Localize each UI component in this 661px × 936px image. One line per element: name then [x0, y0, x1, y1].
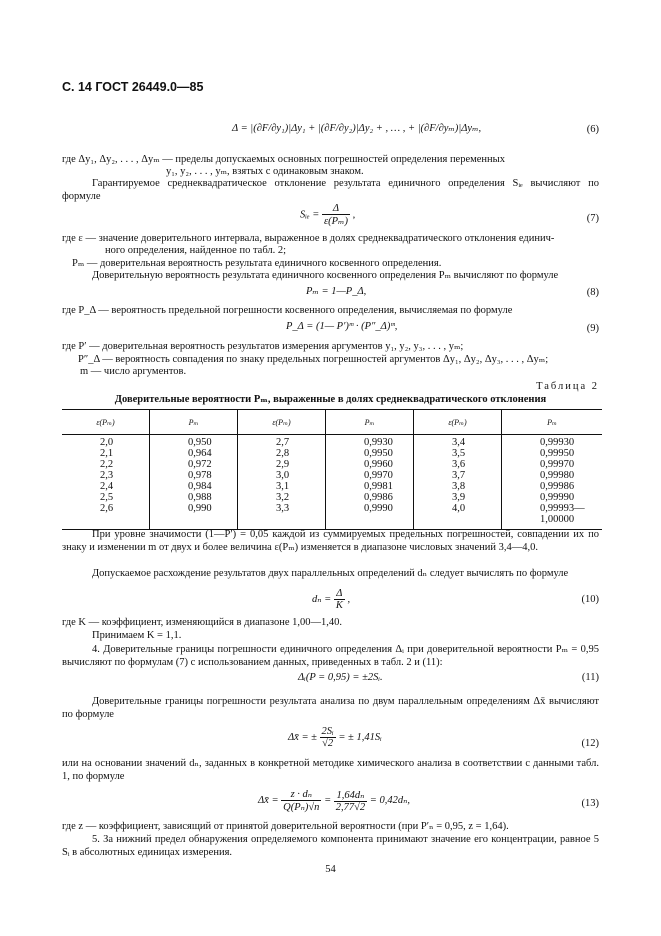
paragraph-7: Доверительные границы погрешности результата анализа по двум параллельным определениям Δx̄ вычисляют по формуле — [62, 696, 599, 720]
equation-9: P_Δ = (1— P′)ᵐ · (P″_Δ)ᵐ, — [286, 321, 398, 332]
table-cell: 0,9970 — [326, 470, 414, 481]
paragraph-4: Допускаемое расхождение результатов двух параллельных определений dₙ следует вычислять по формуле — [92, 568, 569, 579]
equation-10 — [312, 588, 350, 611]
table-row — [62, 481, 602, 492]
table-row — [62, 470, 602, 481]
table-cell: 0,9990 — [326, 503, 414, 530]
table-cell: 2,9 — [238, 459, 326, 470]
table-cell: 2,1 — [62, 448, 150, 459]
table-cell: 3,1 — [238, 481, 326, 492]
equation-7-number: (7) — [586, 213, 599, 224]
paragraph-3: При уровне значимости (1—P′) = 0,05 каждой из суммируемых предельных погрешностей, совпадении их по знаку и изменении m от двух и более величина ε(Pₘ) изменяется в диапазоне числовых значений 3,4—4,0. — [62, 529, 599, 553]
table-cell: 2,7 — [238, 435, 326, 449]
where-7-line1: где ε — значение доверительного интервала, выраженное в долях среднеквадратического отклонения единич- — [62, 233, 555, 244]
equation-7-tail: , — [352, 209, 356, 221]
table-cell: 3,0 — [238, 470, 326, 481]
table-row — [62, 459, 602, 470]
paragraph-8: или на основании значений dₙ, заданных в конкретной методике химического анализа в соответствии с данными табл. 1, по формуле — [62, 758, 599, 782]
equation-6-number: (6) — [586, 124, 599, 135]
where-8: где P_Δ — вероятность предельной погрешности косвенного определения, вычисляемая по формуле — [62, 305, 513, 316]
table-cell: 0,984 — [150, 481, 238, 492]
equation-10-tail: , — [347, 593, 351, 605]
paragraph-1: Гарантируемое среднеквадратическое отклонение результата единичного определения Sᵢₑ вычисляют по формуле — [62, 178, 599, 202]
table-header-row — [62, 410, 602, 435]
table-cell: 3,4 — [414, 435, 502, 449]
equation-7-den: ε(Pₘ) — [324, 216, 348, 227]
table-cell: 0,99930 — [540, 437, 575, 448]
where-9-line3: m — число аргументов. — [80, 366, 187, 377]
table-cell: 2,5 — [62, 492, 150, 503]
equation-13 — [258, 788, 410, 813]
equation-13-num1: z · dₙ — [281, 788, 321, 801]
header-p-1: Pₘ — [150, 410, 238, 435]
equation-13-tail: = 0,42dₙ, — [369, 794, 411, 806]
equation-12-tail: = ± 1,41Sᵢ — [338, 731, 382, 743]
paragraph-9: 5. За нижний предел обнаружения определяемого компонента принимают значение его концентрации, равное 5 Sᵢ в абсолютных единицах измерения. — [62, 834, 599, 858]
table-cell: 3,9 — [414, 492, 502, 503]
table-cell: 2,8 — [238, 448, 326, 459]
table-title: Доверительные вероятности Pₘ, выраженные в долях среднеквадратического отклонения — [114, 394, 547, 405]
table-cell: 2,3 — [62, 470, 150, 481]
table-cell: 0,99993—1,00000 — [502, 503, 603, 530]
where-6-line2: y₁, y₂, . . . , yₘ, взятых с одинаковым знаком. — [166, 166, 364, 177]
table-cell: 0,988 — [150, 492, 238, 503]
equation-13-lhs: Δx̄ = — [258, 794, 279, 806]
table-cell: 0,972 — [150, 459, 238, 470]
table-cell: 0,99950 — [540, 448, 575, 459]
equation-13-den2: 2,77√2 — [335, 801, 366, 813]
equation-7 — [300, 203, 355, 227]
header-epsilon-2: ε(Pₘ) — [238, 410, 326, 435]
table-cell: 0,9960 — [326, 459, 414, 470]
equation-7-fraction — [322, 203, 350, 227]
table-row — [62, 503, 602, 530]
table-cell: 2,2 — [62, 459, 150, 470]
table-cell: 2,6 — [62, 503, 150, 530]
header-epsilon-3: ε(Pₘ) — [414, 410, 502, 435]
equation-7-lhs: Sᵢₑ = — [300, 209, 320, 221]
equation-8-number: (8) — [586, 287, 599, 298]
equation-9-number: (9) — [586, 323, 599, 334]
paragraph-2: Доверительную вероятность результата единичного косвенного определения Pₘ вычисляют по формуле — [92, 270, 559, 281]
where-7-line2: ного определения, найденное по табл. 2; — [105, 245, 287, 256]
where-9-line2: P″_Δ — вероятность совпадения по знаку предельных погрешностей аргументов Δy₁, Δy₂, Δy₃, . . . , Δyₘ; — [78, 354, 549, 365]
page-header: С. 14 ГОСТ 26449.0—85 — [62, 80, 204, 94]
equation-12-num: 2Sᵢ — [321, 726, 334, 737]
equation-13-num2: 1,64dₙ — [334, 789, 367, 802]
table-cell: 3,6 — [414, 459, 502, 470]
equation-8: Pₘ = 1—P_Δ, — [306, 286, 367, 297]
table-row — [62, 435, 602, 449]
equation-12-number: (12) — [581, 738, 599, 749]
page-number: 54 — [325, 864, 336, 875]
equation-7-num: Δ — [322, 203, 350, 215]
where-13: где z — коэффициент, зависящий от принятой доверительной вероятности (при P′ₙ = 0,95, z = 1,64). — [62, 821, 509, 832]
equation-10-den: K — [335, 600, 343, 611]
table-cell: 0,9930 — [326, 435, 414, 449]
table-label: Таблица 2 — [536, 381, 599, 392]
header-p-3: Pₘ — [502, 410, 603, 435]
equation-12-den: √2 — [322, 738, 334, 749]
table-cell: 3,7 — [414, 470, 502, 481]
table-cell: 0,9986 — [326, 492, 414, 503]
table-cell: 2,4 — [62, 481, 150, 492]
equation-12-fraction — [320, 726, 336, 749]
table-cell: 2,0 — [62, 435, 150, 449]
table-cell: 0,9981 — [326, 481, 414, 492]
equation-13-mid: = — [324, 794, 332, 806]
table-cell: 0,950 — [150, 435, 238, 449]
equation-11: Δᵢ(P = 0,95) = ±2Sᵢ. — [298, 672, 383, 683]
equation-10-fraction — [334, 588, 345, 611]
table-cell: 0,978 — [150, 470, 238, 481]
where-6-line1: где Δy₁, Δy₂, . . . , Δyₘ — пределы допускаемых основных погрешностей определения переменных — [62, 154, 505, 165]
table-cell: 3,5 — [414, 448, 502, 459]
equation-13-number: (13) — [581, 798, 599, 809]
equation-6: Δ = |(∂F/∂y₁)|Δy₁ + |(∂F/∂y₂)|Δy₂ + , … , + |(∂F/∂yₘ)|Δyₘ, — [232, 123, 482, 134]
where-7-line3: Pₘ — доверительная вероятность результата единичного косвенного определения. — [72, 258, 442, 269]
header-epsilon-1: ε(Pₘ) — [62, 410, 150, 435]
table-cell: 0,99986 — [540, 481, 575, 492]
equation-13-fraction-1 — [281, 788, 321, 813]
table-cell: 3,3 — [238, 503, 326, 530]
equation-13-den1: Q(Pₙ)√n — [283, 802, 320, 813]
paragraph-5: Принимаем K = 1,1. — [92, 630, 182, 641]
table-cell: 0,99970 — [540, 459, 575, 470]
table-cell: 3,8 — [414, 481, 502, 492]
table-cell: 0,99990 — [540, 492, 575, 503]
table-row — [62, 448, 602, 459]
where-10: где K — коэффициент, изменяющийся в диапазоне 1,00—1,40. — [62, 617, 342, 628]
paragraph-6: 4. Доверительные границы погрешности единичного определения Δᵢ при доверительной вероятности Pₘ = 0,95 вычисляют по формулам (7) с использованием данных, приведенных в табл. 2 и (11): — [62, 644, 599, 668]
equation-10-number: (10) — [581, 594, 599, 605]
table-cell: 0,9950 — [326, 448, 414, 459]
equation-13-fraction-2 — [334, 789, 367, 813]
table-cell: 4,0 — [414, 503, 502, 530]
equation-12 — [288, 726, 382, 749]
equation-10-num: Δ — [334, 588, 345, 600]
header-p-2: Pₘ — [326, 410, 414, 435]
probability-table — [62, 409, 602, 530]
table-cell: 0,990 — [150, 503, 238, 530]
where-9-line1: где P′ — доверительная вероятность результатов измерения аргументов y₁, y₂, y₃, . . . , yₘ; — [62, 341, 464, 352]
table-row — [62, 492, 602, 503]
equation-10-lhs: dₙ = — [312, 593, 332, 605]
table-cell: 0,964 — [150, 448, 238, 459]
equation-12-lhs: Δx̄ = ± — [288, 731, 317, 743]
table-cell: 0,99980 — [540, 470, 575, 481]
table-cell: 3,2 — [238, 492, 326, 503]
equation-11-number: (11) — [581, 672, 599, 683]
